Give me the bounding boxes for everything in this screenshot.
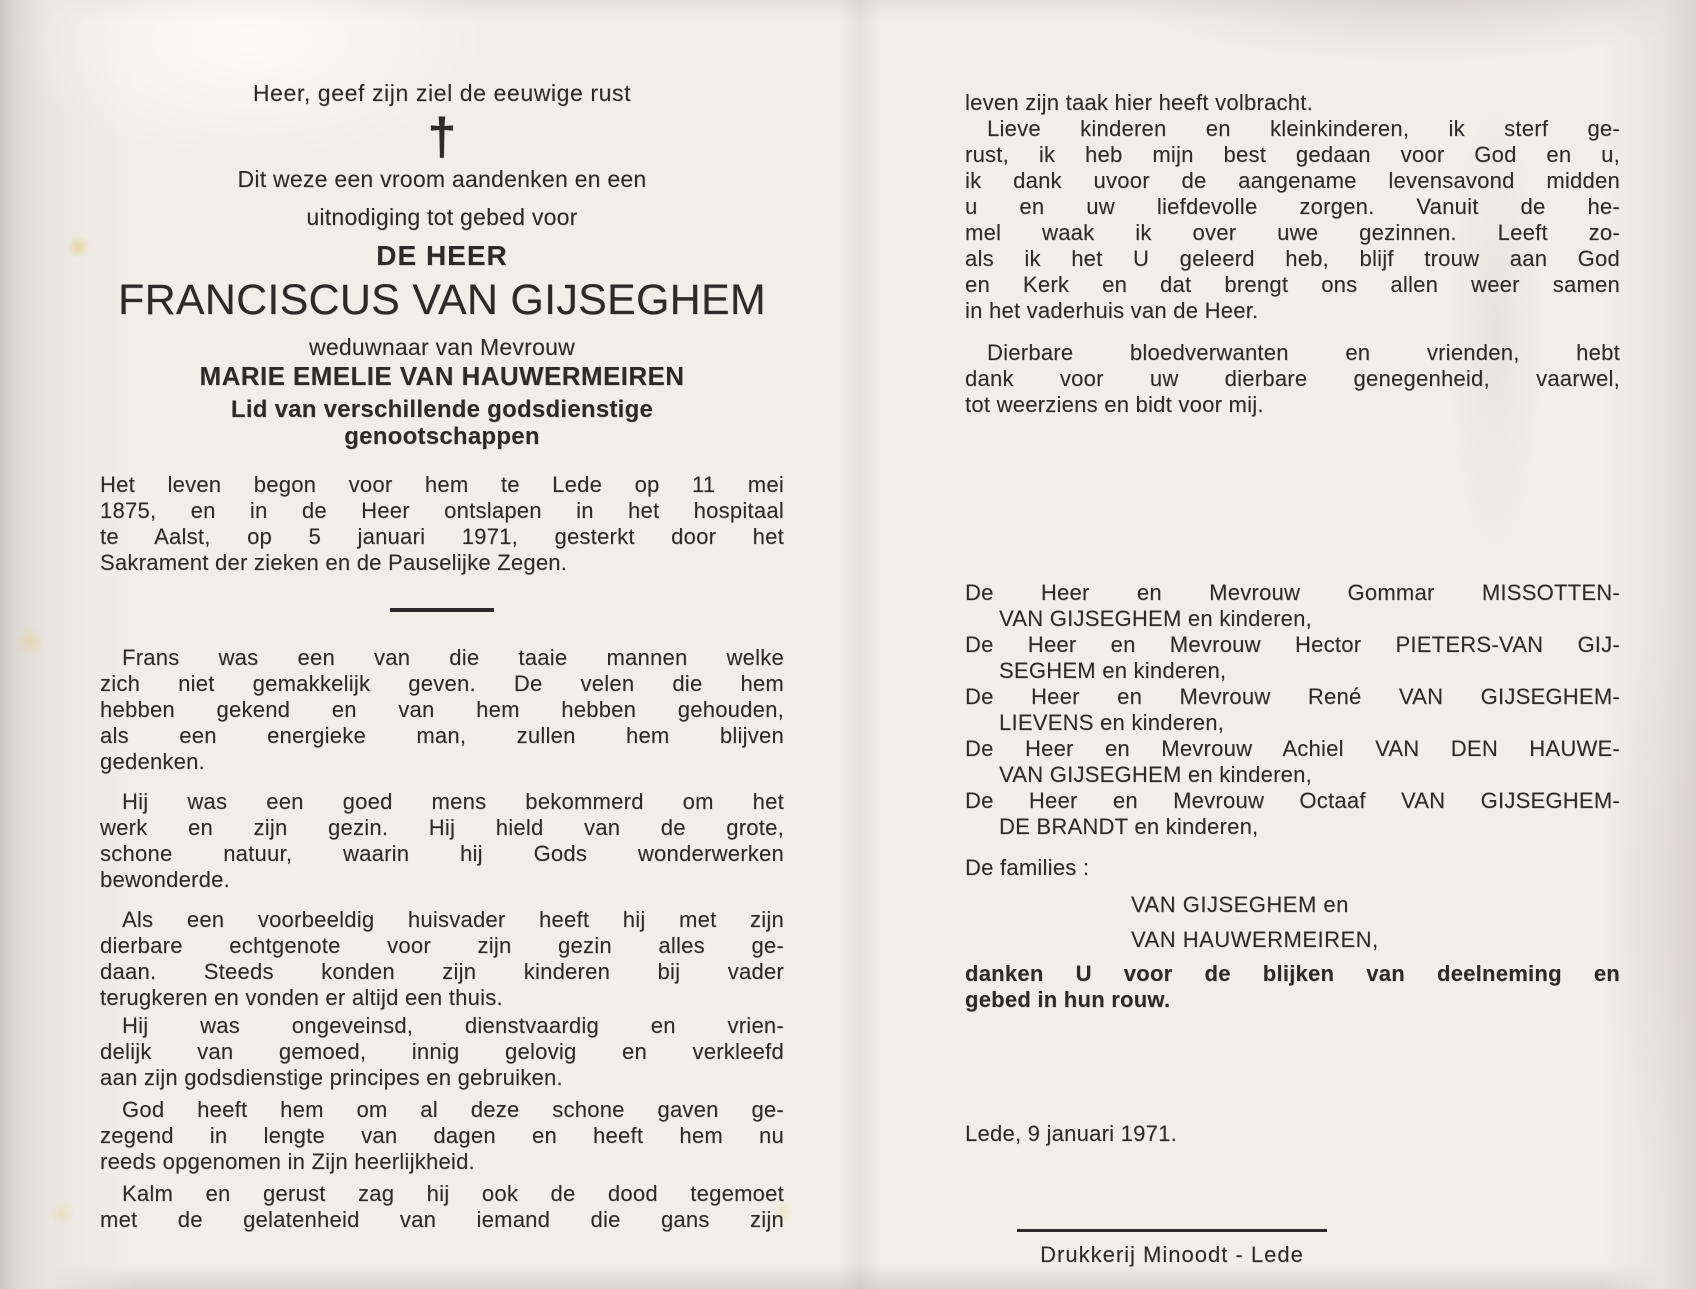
family-names: [1131, 887, 1620, 957]
eulogy-paragraph: [100, 1181, 784, 1233]
text-line: Als een voorbeeldig huisvader heeft hij met zijn: [122, 907, 784, 932]
intro-line-1: Dit weze een vroom aandenken en een: [237, 166, 647, 192]
text-line: VAN GIJSEGHEM en kinderen,: [999, 762, 1312, 787]
text-line: VAN GIJSEGHEM en kinderen,: [999, 606, 1312, 631]
text-line: Lieve kinderen en kleinkinderen, ik sterf ge-: [987, 116, 1620, 141]
text-line: De Heer en Mevrouw Achiel VAN DEN HAUWE-: [965, 736, 1620, 761]
text-line: u en uw liefdevolle zorgen. Vanuit de he-: [965, 194, 1620, 219]
mourner-entry: [965, 736, 1620, 788]
text-line: Het leven begon voor hem te Lede op 11 mei: [100, 472, 784, 497]
text-line: gedenken.: [100, 749, 206, 774]
eulogy-paragraph: [100, 1013, 784, 1091]
farewell-paragraph: [965, 340, 1620, 418]
eulogy-paragraph: [100, 907, 784, 1011]
text-line: als ik het U geleerd heb, blijf trouw aan God: [965, 246, 1620, 271]
text-line: De Heer en Mevrouw Hector PIETERS-VAN GIJ-: [965, 632, 1620, 657]
text-line: aan zijn godsdienstige principes en gebruiken.: [100, 1065, 563, 1090]
text-line: Hij was een goed mens bekommerd om het: [122, 789, 784, 814]
text-line: danken U voor de blijken van deelneming en: [965, 961, 1620, 986]
text-line: in het vaderhuis van de Heer.: [965, 298, 1259, 323]
life-summary-paragraph: [100, 472, 784, 576]
honorific: DE HEER: [376, 240, 508, 271]
eulogy-paragraph: [100, 789, 784, 893]
text-line: Dierbare bloedverwanten en vrienden, hebt: [987, 340, 1620, 365]
text-line: delijk van gemoed, innig gelovig en verkleefd: [100, 1039, 784, 1064]
text-line: schone natuur, waarin hij Gods wonderwerken: [100, 841, 784, 866]
right-page: [965, 90, 1620, 1268]
text-line: De Heer en Mevrouw Gommar MISSOTTEN-: [965, 580, 1620, 605]
text-line: hebben gekend en van hem hebben gehouden,: [100, 697, 784, 722]
prayer-line: Heer, geef zijn ziel de eeuwige rust: [252, 80, 632, 106]
text-line: reeds opgenomen in Zijn heerlijkheid.: [100, 1149, 475, 1174]
text-line: tot weerziens en bidt voor mij.: [965, 392, 1264, 417]
text-line: bewonderde.: [100, 867, 230, 892]
text-line: daan. Steeds konden zijn kinderen bij vader: [100, 959, 784, 984]
text-line: De Heer en Mevrouw René VAN GIJSEGHEM-: [965, 684, 1620, 709]
text-line: Sakrament der zieken en de Pauselijke Zegen.: [100, 550, 568, 575]
mourner-entry: [965, 684, 1620, 736]
text-line: LIEVENS en kinderen,: [999, 710, 1225, 735]
left-page: [100, 80, 784, 1233]
text-line: Frans was een van die taaie mannen welke: [122, 645, 784, 670]
mourner-entry: [965, 788, 1620, 840]
text-line: De Heer en Mevrouw Octaaf VAN GIJSEGHEM-: [965, 788, 1620, 813]
families-label: De families :: [965, 855, 1090, 880]
eulogy-paragraph: [100, 645, 784, 775]
membership-line-1: Lid van verschillende godsdienstige: [230, 396, 654, 423]
cross-icon: †: [427, 108, 457, 166]
widower-line: weduwnaar van Mevrouw: [308, 334, 576, 360]
mourner-entry: [965, 632, 1620, 684]
text-line: Hij was ongeveinsd, dienstvaardig en vrien-: [122, 1013, 784, 1038]
dateline: Lede, 9 januari 1971.: [965, 1121, 1177, 1146]
printer-name: Drukkerij Minoodt - Lede: [1040, 1242, 1304, 1267]
text-line: te Aalst, op 5 januari 1971, gesterkt door het: [100, 524, 784, 549]
text-line: rust, ik heb mijn best gedaan voor God en u,: [965, 142, 1620, 167]
family-name-line: VAN HAUWERMEIREN,: [1131, 927, 1379, 952]
spouse-name: MARIE EMELIE VAN HAUWERMEIREN: [199, 361, 685, 391]
text-line: mel waak ik over uwe gezinnen. Leeft zo-: [965, 220, 1620, 245]
eulogy-paragraph: [100, 1097, 784, 1175]
text-line: dierbare echtgenote voor zijn gezin alles ge-: [100, 933, 784, 958]
text-line: werk en zijn gezin. Hij hield van de grote,: [100, 815, 784, 840]
text-line: God heeft hem om al deze schone gaven ge-: [122, 1097, 784, 1122]
text-line: gebed in hun rouw.: [965, 987, 1171, 1012]
thanks-paragraph: [965, 961, 1620, 1013]
text-line: 1875, en in de Heer ontslapen in het hospitaal: [100, 498, 784, 523]
text-line: terugkeren en vonden er altijd een thuis.: [100, 985, 503, 1010]
text-line: dank voor uw dierbare genegenheid, vaarwel,: [965, 366, 1620, 391]
text-line: SEGHEM en kinderen,: [999, 658, 1227, 683]
text-line: leven zijn taak hier heeft volbracht.: [965, 90, 1313, 115]
text-line: zich niet gemakkelijk geven. De velen die hem: [100, 671, 784, 696]
text-line: zegend in lengte van dagen en heeft hem nu: [100, 1123, 784, 1148]
membership-line-2: genootschappen: [344, 423, 540, 450]
text-line: Kalm en gerust zag hij ook de dood tegemoet: [122, 1181, 784, 1206]
deceased-name: FRANCISCUS VAN GIJSEGHEM: [118, 276, 766, 324]
mourner-entry: [965, 580, 1620, 632]
family-name-line: VAN GIJSEGHEM en: [1131, 892, 1349, 917]
text-line: als een energieke man, zullen hem blijven: [100, 723, 784, 748]
farewell-paragraph: [965, 116, 1620, 324]
text-line: DE BRANDT en kinderen,: [999, 814, 1259, 839]
printer-divider: [1017, 1229, 1327, 1232]
section-divider: [390, 608, 494, 612]
text-line: met de gelatenheid van iemand die gans zijn: [100, 1207, 784, 1232]
text-line: ik dank uvoor de aangename levensavond midden: [965, 168, 1620, 193]
continuation-line: [965, 90, 1620, 116]
mourners-list: [965, 580, 1620, 840]
intro-line-2: uitnodiging tot gebed voor: [306, 204, 578, 230]
text-line: en Kerk en dat brengt ons allen weer samen: [965, 272, 1620, 297]
